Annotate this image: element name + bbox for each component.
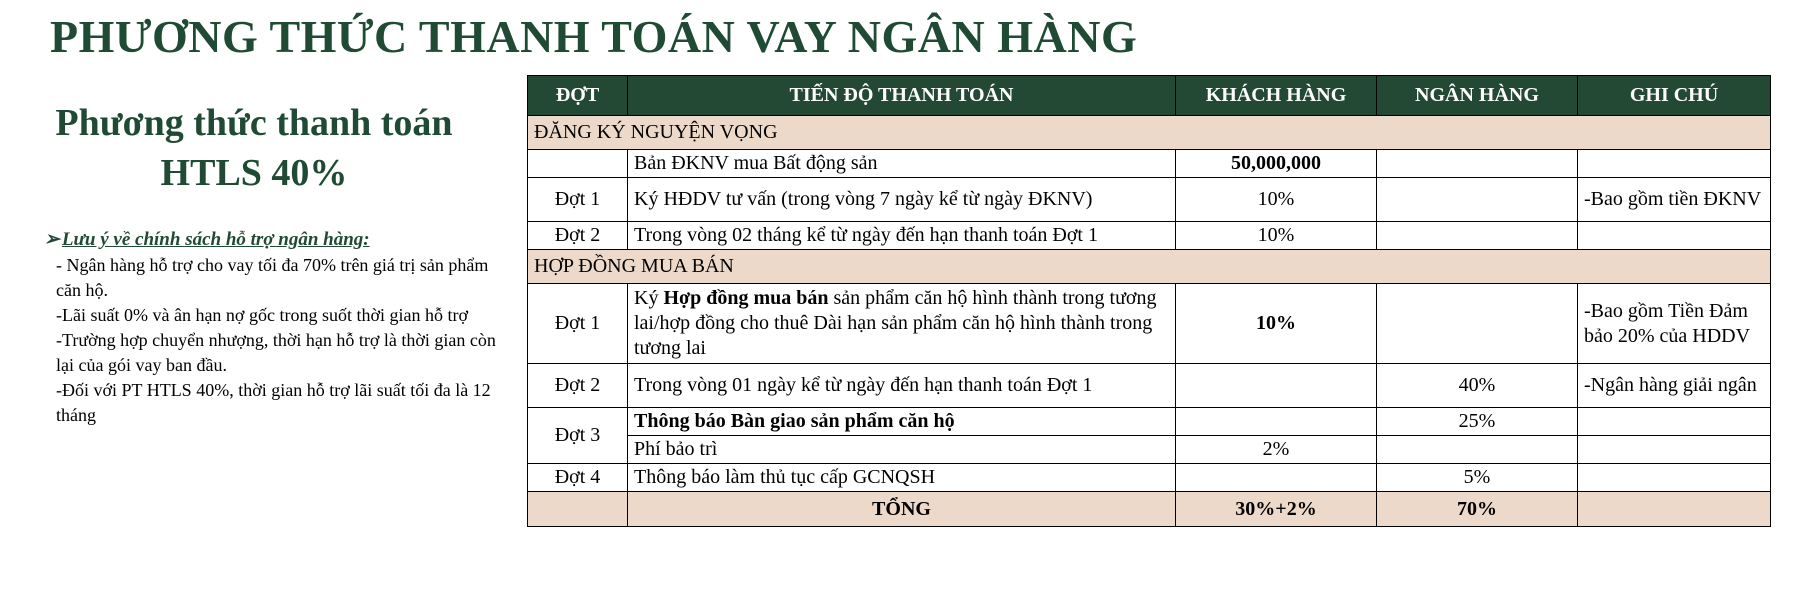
note-item: - Ngân hàng hỗ trợ cho vay tối đa 70% trên giá trị sản phẩm căn hộ. — [56, 255, 489, 300]
subtitle — [44, 98, 464, 198]
cell-customer: 2% — [1176, 436, 1377, 464]
note-heading-text: Lưu ý về chính sách hỗ trợ ngân hàng: — [61, 229, 370, 250]
total-customer: 30%+2% — [1176, 492, 1377, 527]
header-note: GHI CHÚ — [1578, 76, 1771, 116]
table-row — [528, 436, 1771, 464]
cell-note — [1578, 222, 1771, 250]
cell-note: -Bao gồm Tiền Đảm bảo 20% của HDDV — [1578, 284, 1771, 364]
table-row — [528, 222, 1771, 250]
cell-customer — [1176, 408, 1377, 436]
cell-dot: Đợt 2 — [528, 364, 628, 408]
cell-customer: 10% — [1176, 178, 1377, 222]
cell-progress: Ký HĐDV tư vấn (trong vòng 7 ngày kể từ ngày ĐKNV) — [628, 178, 1176, 222]
cell-dot: Đợt 1 — [528, 284, 628, 364]
note-item: -Lãi suất 0% và ân hạn nợ gốc trong suốt thời gian hỗ trợ — [56, 305, 468, 325]
table-row — [528, 284, 1771, 364]
cell-progress: Trong vòng 02 tháng kể từ ngày đến hạn thanh toán Đợt 1 — [628, 222, 1176, 250]
section-row — [528, 250, 1771, 284]
total-bank: 70% — [1377, 492, 1578, 527]
contract-bold-text: Hợp đồng mua bán — [663, 287, 829, 309]
cell-customer: 10% — [1176, 284, 1377, 364]
cell-note — [1578, 150, 1771, 178]
cell-dot: Đợt 3 — [528, 408, 628, 464]
cell-note: -Bao gồm tiền ĐKNV — [1578, 178, 1771, 222]
cell-note — [1578, 408, 1771, 436]
note-heading — [44, 228, 504, 251]
section-row — [528, 116, 1771, 150]
cell-bank — [1377, 150, 1578, 178]
cell-bank — [1377, 436, 1578, 464]
cell-dot: Đợt 2 — [528, 222, 628, 250]
cell-bank — [1377, 284, 1578, 364]
cell-customer: 50,000,000 — [1176, 150, 1377, 178]
cell-customer — [1176, 364, 1377, 408]
header-bank: NGÂN HÀNG — [1377, 76, 1578, 116]
progress-text: Ký — [634, 287, 664, 309]
cell-bank: 5% — [1377, 464, 1578, 492]
table-header-row — [528, 76, 1771, 116]
cell-progress: Trong vòng 01 ngày kể từ ngày đến hạn thanh toán Đợt 1 — [628, 364, 1176, 408]
cell-note — [1578, 464, 1771, 492]
subtitle-line-1: Phương thức thanh toán — [55, 102, 453, 144]
payment-table — [527, 75, 1771, 527]
cell-dot — [528, 492, 628, 527]
cell-customer: 10% — [1176, 222, 1377, 250]
cell-dot: Đợt 1 — [528, 178, 628, 222]
cell-bank — [1377, 222, 1578, 250]
cell-bank: 40% — [1377, 364, 1578, 408]
cell-progress: Phí bảo trì — [628, 436, 1176, 464]
table-row — [528, 464, 1771, 492]
note-item: -Trường hợp chuyển nhượng, thời hạn hỗ trợ là thời gian còn lại của gói vay ban đầu. — [56, 330, 496, 375]
notes-list — [56, 253, 506, 428]
progress-text: sản phẩm căn hộ hình thành trong tương lai/hợp đồng cho thuê Dài hạn sản phẩm căn hộ hình thành trong tương lai — [634, 287, 1157, 359]
total-label: TỔNG — [628, 492, 1176, 527]
header-progress: TIẾN ĐỘ THANH TOÁN — [628, 76, 1176, 116]
subtitle-line-2: HTLS 40% — [160, 152, 348, 194]
section-label: HỢP ĐỒNG MUA BÁN — [528, 250, 1771, 284]
table-row — [528, 150, 1771, 178]
page-title: PHƯƠNG THỨC THANH TOÁN VAY NGÂN HÀNG — [50, 11, 1138, 62]
cell-progress: Thông báo Bàn giao sản phẩm căn hộ — [628, 408, 1176, 436]
table-row — [528, 178, 1771, 222]
left-panel — [44, 98, 504, 428]
table-row — [528, 364, 1771, 408]
cell-dot: Đợt 4 — [528, 464, 628, 492]
header-customer: KHÁCH HÀNG — [1176, 76, 1377, 116]
cell-note — [1578, 492, 1771, 527]
section-label: ĐĂNG KÝ NGUYỆN VỌNG — [528, 116, 1771, 150]
note-item: -Đối với PT HTLS 40%, thời gian hỗ trợ lãi suất tối đa là 12 tháng — [56, 380, 491, 425]
cell-bank — [1377, 178, 1578, 222]
cell-progress: Bản ĐKNV mua Bất động sản — [628, 150, 1176, 178]
arrow-bullet-icon: ➢ — [44, 229, 60, 250]
cell-customer — [1176, 464, 1377, 492]
total-row — [528, 492, 1771, 527]
cell-bank: 25% — [1377, 408, 1578, 436]
cell-progress — [628, 284, 1176, 364]
cell-note: -Ngân hàng giải ngân — [1578, 364, 1771, 408]
table-row — [528, 408, 1771, 436]
header-dot: ĐỢT — [528, 76, 628, 116]
cell-note — [1578, 436, 1771, 464]
cell-progress: Thông báo làm thủ tục cấp GCNQSH — [628, 464, 1176, 492]
cell-dot — [528, 150, 628, 178]
